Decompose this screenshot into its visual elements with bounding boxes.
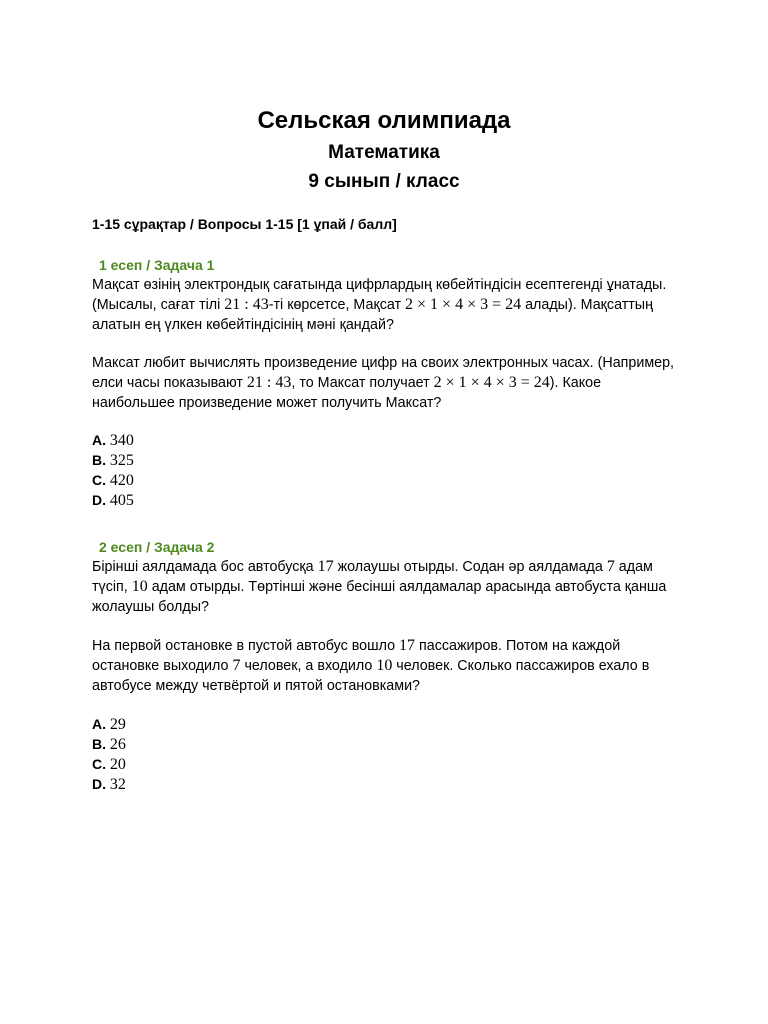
- text-segment: ). Какое наибольшее произведение может получить Максат?: [92, 375, 602, 411]
- task1-heading: 1 есеп / Задача 1: [99, 257, 215, 273]
- option-value: 325: [109, 452, 134, 469]
- text-segment: -ті көрсетсе, Мақсат: [268, 297, 406, 313]
- answer-option: [92, 774, 126, 794]
- text-segment: жолаушы отырды. Содан әр аялдамада: [333, 559, 607, 575]
- math-expression: 2 × 1 × 4 × 3 = 24: [405, 296, 522, 313]
- section-heading: 1-15 сұрақтар / Вопросы 1-15 [1 ұпай / балл]: [92, 216, 397, 232]
- page-title: Сельская олимпиада: [257, 107, 511, 134]
- text-segment: Бірінші аялдамада бос автобусқа: [92, 559, 318, 575]
- text-segment: Мақсат өзінің электрондық сағатында цифрлардың көбейтіндісін есептегенді ұнатады. (Мысалы, сағат тілі: [92, 277, 667, 313]
- option-letter: C.: [92, 472, 106, 488]
- answer-option: [92, 734, 126, 754]
- option-letter: D.: [92, 776, 106, 792]
- option-value: 405: [109, 492, 134, 509]
- option-letter: D.: [92, 492, 106, 508]
- text-segment: человек. Сколько пассажиров ехало в автобусе между четвёртой и пятой остановками?: [92, 658, 650, 694]
- task1-text-ru: [92, 353, 682, 413]
- task2-text-ru: [92, 636, 682, 696]
- answer-option: [92, 470, 134, 490]
- answer-option: [92, 450, 134, 470]
- option-letter: A.: [92, 432, 106, 448]
- answer-option: [92, 714, 126, 734]
- subject-title: Математика: [328, 142, 440, 163]
- text-segment: пассажиров. Потом на каждой остановке выходило: [92, 638, 621, 674]
- option-value: 20: [109, 756, 126, 773]
- math-expression: 17: [399, 637, 416, 654]
- text-segment: адам отырды. Төртінші және бесінші аялдамалар арасында автобуста қанша жолаушы болды?: [92, 579, 667, 615]
- grade-title: 9 сынып / класс: [308, 171, 460, 192]
- math-expression: 21 : 43: [224, 296, 269, 313]
- math-expression: 7: [606, 558, 615, 575]
- text-segment: , то Максат получает: [291, 375, 434, 391]
- answer-option: [92, 490, 134, 510]
- text-segment: адам түсіп,: [92, 559, 653, 595]
- task2-heading: 2 есеп / Задача 2: [99, 539, 215, 555]
- option-value: 26: [109, 736, 126, 753]
- math-expression: 10: [131, 578, 148, 595]
- text-segment: Максат любит вычислять произведение цифр на своих электронных часах. (Например, елси часы показывают: [92, 355, 675, 391]
- answer-option: [92, 430, 134, 450]
- option-letter: C.: [92, 756, 106, 772]
- math-expression: 7: [232, 657, 241, 674]
- text-segment: алады). Мақсаттың алатын ең үлкен көбейтіндісінің мәні қандай?: [92, 297, 653, 333]
- math-expression: 21 : 43: [246, 374, 292, 391]
- text-segment: На первой остановке в пустой автобус вошло: [92, 638, 400, 654]
- task2-options: [92, 714, 126, 794]
- option-value: 420: [109, 472, 134, 489]
- option-value: 32: [109, 776, 126, 793]
- option-letter: B.: [92, 452, 106, 468]
- answer-option: [92, 754, 126, 774]
- math-expression: 10: [376, 657, 393, 674]
- option-letter: B.: [92, 736, 106, 752]
- option-letter: A.: [92, 716, 106, 732]
- task2-text-kz: [92, 557, 682, 617]
- math-expression: 17: [317, 558, 334, 575]
- task1-options: [92, 430, 134, 510]
- option-value: 340: [109, 432, 134, 449]
- math-expression: 2 × 1 × 4 × 3 = 24: [433, 374, 550, 391]
- task1-text-kz: [92, 275, 682, 335]
- option-value: 29: [109, 716, 126, 733]
- text-segment: человек, а входило: [240, 658, 377, 674]
